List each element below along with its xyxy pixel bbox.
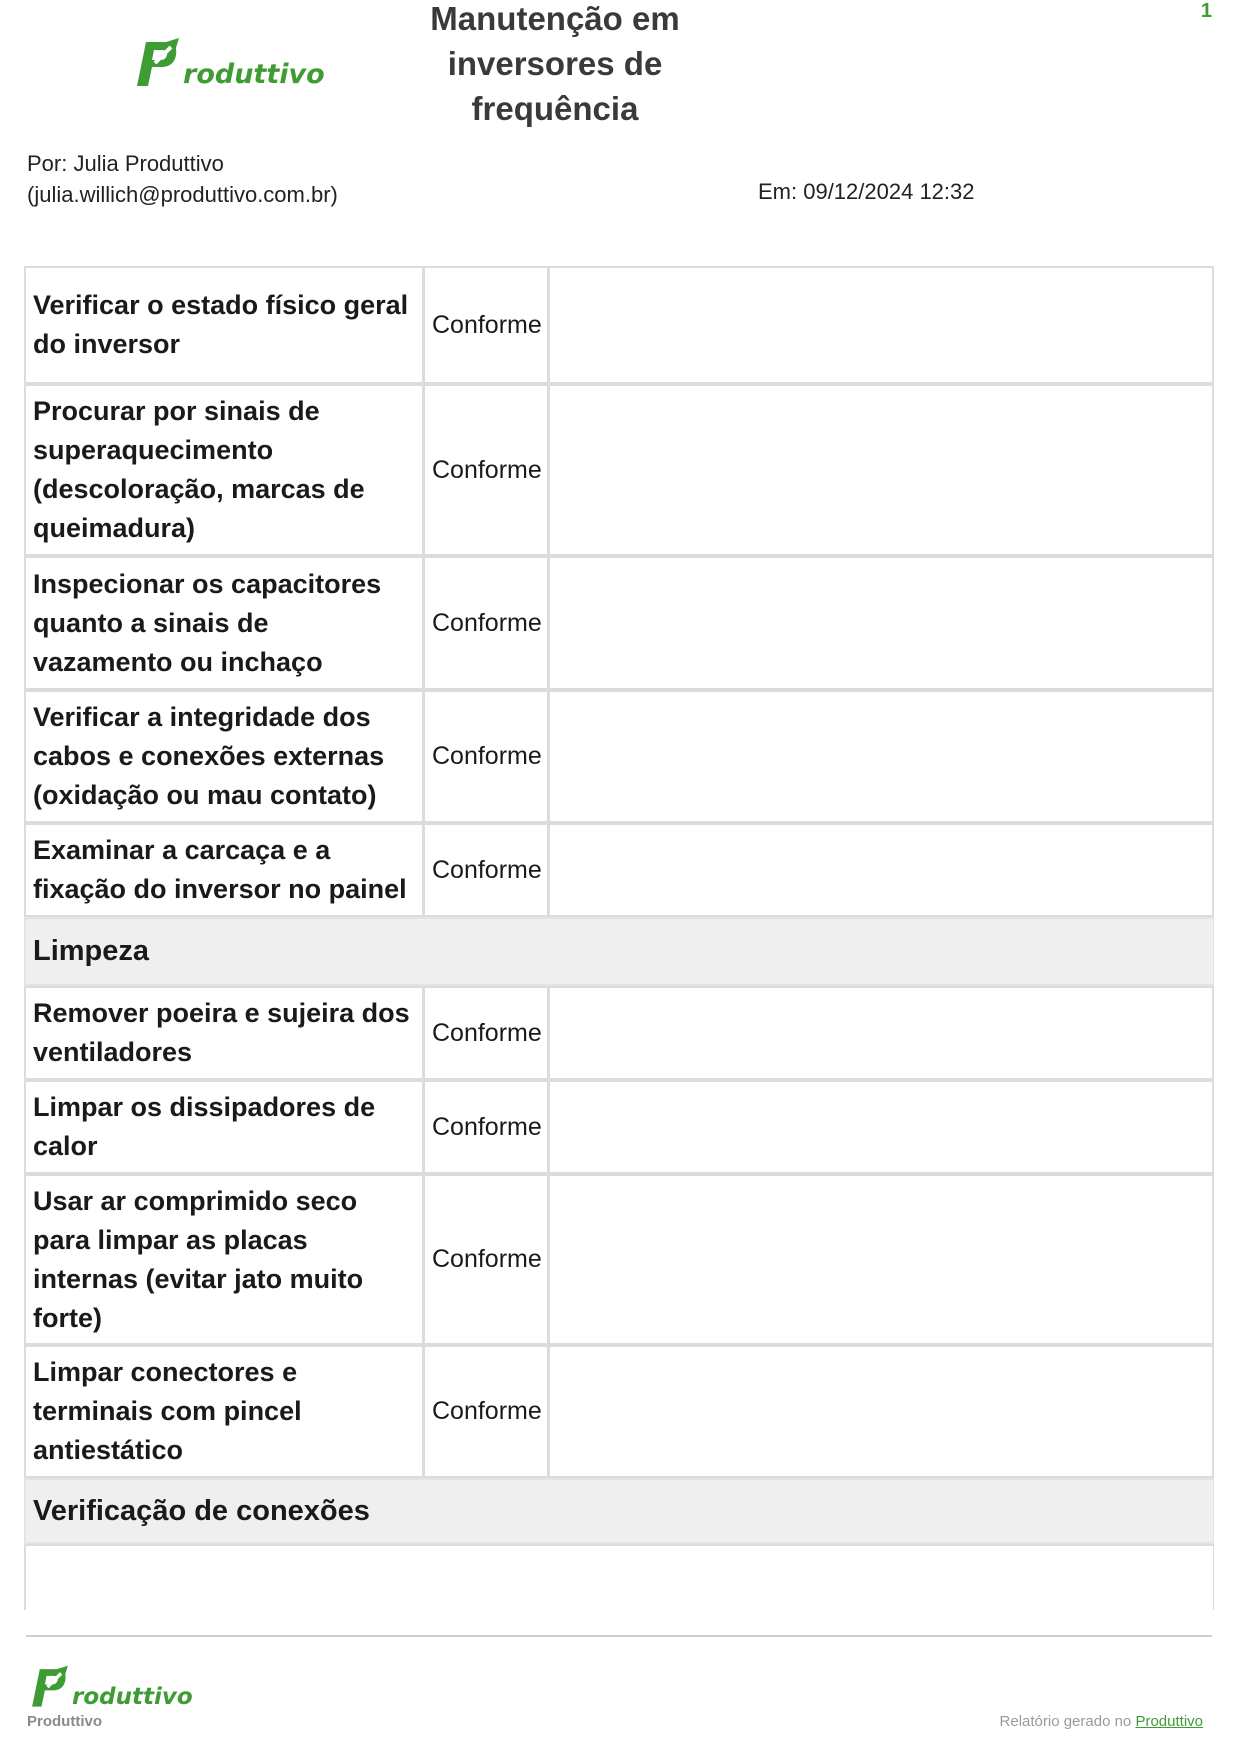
comment-cell	[548, 1080, 1214, 1174]
footer-logo	[28, 1664, 193, 1710]
question-cell: Usar ar comprimido seco para limpar as placas internas (evitar jato muito forte)	[24, 1174, 423, 1345]
checklist-row	[24, 823, 1214, 917]
answer-cell: Conforme	[423, 986, 548, 1080]
question-cell: Inspecionar os capacitores quanto a sinais de vazamento ou inchaço	[24, 556, 423, 690]
question-cell: Remover poeira e sujeira dos ventiladores	[24, 986, 423, 1080]
author-name: Por: Julia Produttivo	[27, 151, 224, 176]
section-title: Verificação de conexões	[24, 1478, 1214, 1544]
footer-brand-name: Produttivo	[27, 1713, 102, 1730]
question-cell: Verificar o estado físico geral do inversor	[24, 266, 423, 384]
section-header	[24, 917, 1214, 986]
answer-cell: Conforme	[423, 1174, 548, 1345]
produttivo-logo	[133, 36, 325, 90]
checklist-row	[24, 1174, 1214, 1345]
logo-text: roduttivo	[72, 1684, 193, 1710]
logo-text: roduttivo	[183, 59, 325, 90]
checklist-row	[24, 266, 1214, 384]
question-cell: Limpar conectores e terminais com pincel antiestático	[24, 1345, 423, 1478]
produttivo-link[interactable]: Produttivo	[1135, 1713, 1203, 1730]
answer-cell: Conforme	[423, 823, 548, 917]
comment-cell	[548, 1174, 1214, 1345]
document-title: Manutenção em inversores de frequência	[430, 0, 680, 127]
question-cell: Examinar a carcaça e a fixação do inversor no painel	[24, 823, 423, 917]
produttivo-logo-icon	[133, 36, 183, 90]
question-cell: Limpar os dissipadores de calor	[24, 1080, 423, 1174]
comment-cell	[548, 556, 1214, 690]
checklist-row	[24, 556, 1214, 690]
comment-cell	[548, 384, 1214, 556]
empty-row	[24, 1544, 1214, 1610]
report-date: Em: 09/12/2024 12:32	[758, 179, 975, 204]
comment-cell	[548, 1345, 1214, 1478]
report-header	[0, 0, 1240, 230]
footer-note-text: Relatório gerado no	[999, 1713, 1132, 1730]
checklist-row	[24, 1080, 1214, 1174]
answer-cell: Conforme	[423, 384, 548, 556]
checklist-row	[24, 1345, 1214, 1478]
checklist-row	[24, 986, 1214, 1080]
footer-note	[1000, 1713, 1203, 1730]
produttivo-logo-icon	[28, 1664, 72, 1710]
checklist-row	[24, 690, 1214, 823]
empty-cell	[24, 1544, 1214, 1610]
answer-cell: Conforme	[423, 556, 548, 690]
comment-cell	[548, 823, 1214, 917]
checklist-table	[24, 266, 1214, 1610]
question-cell: Verificar a integridade dos cabos e conexões externas (oxidação ou mau contato)	[24, 690, 423, 823]
question-cell: Procurar por sinais de superaquecimento (descoloração, marcas de queimadura)	[24, 384, 423, 556]
answer-cell: Conforme	[423, 690, 548, 823]
comment-cell	[548, 986, 1214, 1080]
section-header	[24, 1478, 1214, 1544]
section-title: Limpeza	[24, 917, 1214, 986]
answer-cell: Conforme	[423, 1080, 548, 1174]
comment-cell	[548, 266, 1214, 384]
footer-divider	[26, 1635, 1212, 1637]
author-email: (julia.willich@produttivo.com.br)	[27, 182, 338, 207]
checklist-row	[24, 384, 1214, 556]
author-info	[27, 148, 338, 210]
answer-cell: Conforme	[423, 266, 548, 384]
page-number: 1	[1200, 0, 1212, 22]
answer-cell: Conforme	[423, 1345, 548, 1478]
comment-cell	[548, 690, 1214, 823]
